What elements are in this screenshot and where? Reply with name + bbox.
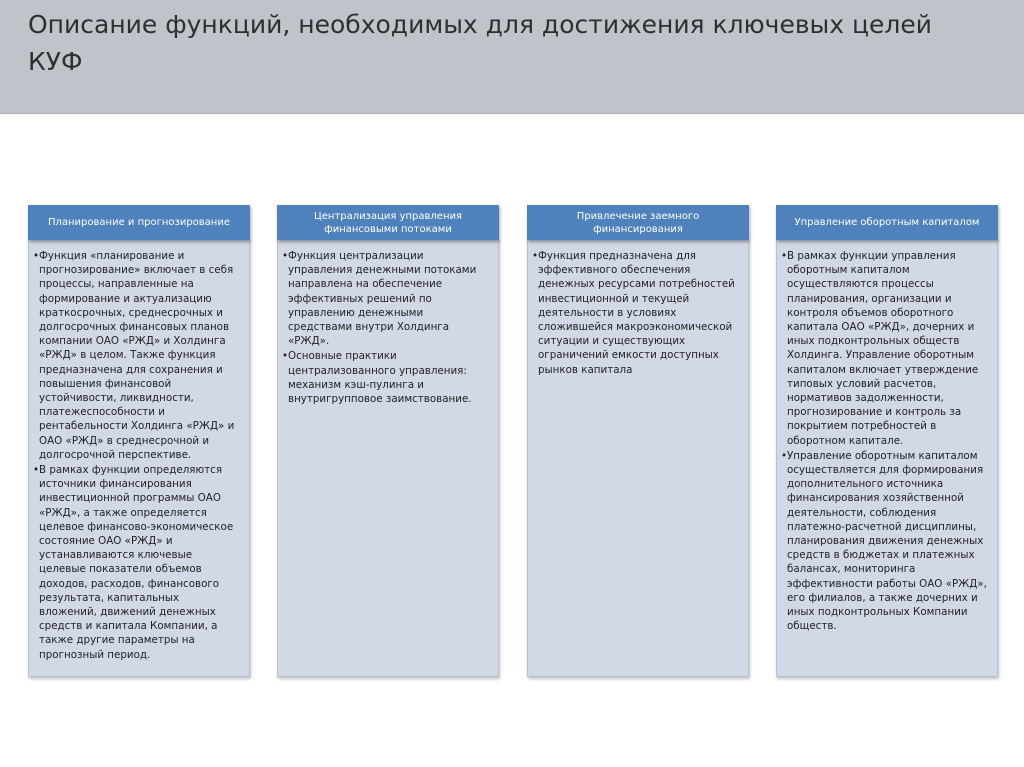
bullet-text: Основные практики централизованного управления: механизм кэш-пулинга и внутригрупповое заимствование.: [288, 350, 472, 406]
bullet-item: [33, 249, 240, 462]
column-header: Планирование и прогнозирование: [28, 205, 250, 240]
bullet-item: [781, 249, 988, 448]
bullet-icon: •: [282, 250, 289, 262]
bullet-text: Функция «планирование и прогнозирование» включает в себя процессы, направленные на формирование и актуализацию краткосрочных, среднесрочных и долгосрочных финансовых планов компании ОАО «РЖД» и Холдинга «РЖД» в целом. Также функция предназначена для сохранения и повышения финансовой устойчивости, ликвидности, платежеспособности и рентабельности Холдинга «РЖД» и ОАО «РЖД» в среднесрочной и долгосрочной перспективе.: [39, 250, 235, 461]
slide-title: Описание функций, необходимых для достижения ключевых целей КУФ: [28, 10, 933, 76]
bullet-icon: •: [781, 449, 788, 462]
bullet-text: Функция централизации управления денежными потоками направлена на обеспечение эффективных решений по управлению денежными средствами внутри Холдинга «РЖД».: [288, 250, 477, 348]
bullet-icon: •: [532, 250, 539, 262]
bullet-icon: •: [33, 464, 40, 477]
bullet-item: [282, 349, 489, 406]
column-bullet-list: [282, 249, 489, 407]
bullet-item: [33, 463, 240, 662]
title-bar: [0, 0, 1024, 114]
bullet-item: [781, 449, 988, 634]
column-header: Централизация управления финансовыми потоками: [277, 205, 499, 240]
bullet-item: [532, 249, 739, 377]
column-header: Управление оборотным капиталом: [776, 205, 998, 240]
bullet-icon: •: [282, 350, 289, 363]
bullet-item: [282, 249, 489, 348]
bullet-text: Управление оборотным капиталом осуществляется для формирования дополнительного источника финансирования хозяйственной деятельности, соблюдения платежно-расчетной дисциплины, планирования движения денежных средств в бюджетах и платежных балансах, мониторинга эффективности работы ОАО «РЖД», его филиалов, а также дочерних и иных подконтрольных Компании обществ.: [787, 449, 987, 633]
column-bullet-list: [781, 249, 988, 634]
bullet-text: В рамках функции управления оборотным капиталом осуществляются процессы планирования, организации и контроля объемов оборотного капитала ОАО «РЖД», дочерних и иных подконтрольных обществ Холдинга. Управление оборотным капиталом включает утверждение типовых условий расчетов, нормативов задолженности, прогнозирование и контроль за покрытием потребностей в оборотном капитале.: [787, 250, 979, 447]
column-header: Привлечение заемного финансирования: [527, 205, 749, 240]
bullet-text: В рамках функции определяются источники финансирования инвестиционной программы ОАО «РЖД», а также определяется целевое финансово-экономическое состояние ОАО «РЖД» и устанавливаются ключевые целевые показатели объемов доходов, расходов, финансового результата, капитальных вложений, движений денежных средств и капитала Компании, а также другие параметры на прогнозный период.: [39, 464, 234, 661]
bullet-icon: •: [33, 250, 40, 262]
column-bullet-list: [33, 249, 240, 663]
bullet-text: Функция предназначена для эффективного обеспечения денежных ресурсами потребностей инвестиционной и текущей деятельности в условиях сложившейся макроэкономической ситуации и существующих ограничений емкости доступных рынков капитала: [538, 250, 735, 376]
bullet-icon: •: [781, 250, 788, 262]
column-bullet-list: [532, 249, 739, 378]
